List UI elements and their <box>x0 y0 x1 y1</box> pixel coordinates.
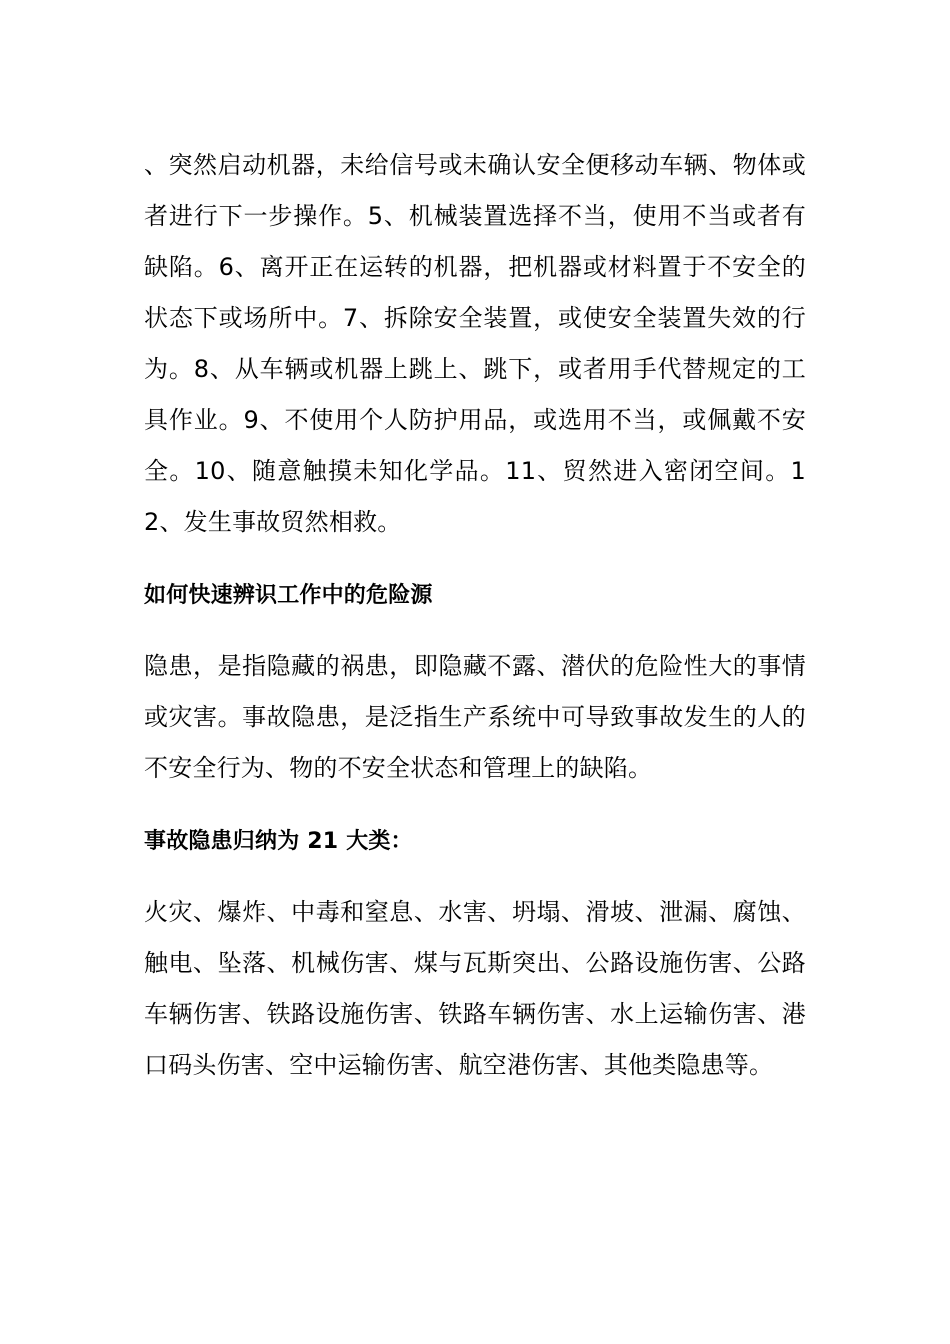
section-heading-hazard-categories: 事故隐患归纳为 21 大类： <box>144 829 413 854</box>
paragraph-unsafe-behaviors: 、突然启动机器，未给信号或未确认安全便移动车辆、物体或者进行下一步操作。5、机械装置选择不当，使用不当或者有缺陷。6、离开正在运转的机器，把机器或材料置于不安全的状态下或场所中。7、拆除安全装置，或使安全装置失效的行为。8、从车辆或机器上跳上、跳下，或者用手代替规定的工具作业。9、不使用个人防护用品，或选用不当，或佩戴不安全。10、随意触摸未知化学品。11、贸然进入密闭空间。12、发生事故贸然相救。 <box>144 151 806 536</box>
section-heading-hazard-identification: 如何快速辨识工作中的危险源 <box>144 583 433 608</box>
paragraph-hidden-danger-definition: 隐患，是指隐藏的祸患，即隐藏不露、潜伏的危险性大的事情或灾害。事故隐患，是泛指生产系统中可导致事故发生的人的不安全行为、物的不安全状态和管理上的缺陷。 <box>144 652 806 782</box>
document-body <box>144 140 806 1091</box>
paragraph-hazard-category-list: 火灾、爆炸、中毒和窒息、水害、坍塌、滑坡、泄漏、腐蚀、触电、坠落、机械伤害、煤与瓦斯突出、公路设施伤害、公路车辆伤害、铁路设施伤害、铁路车辆伤害、水上运输伤害、港口码头伤害、空中运输伤害、航空港伤害、其他类隐患等。 <box>144 898 806 1079</box>
